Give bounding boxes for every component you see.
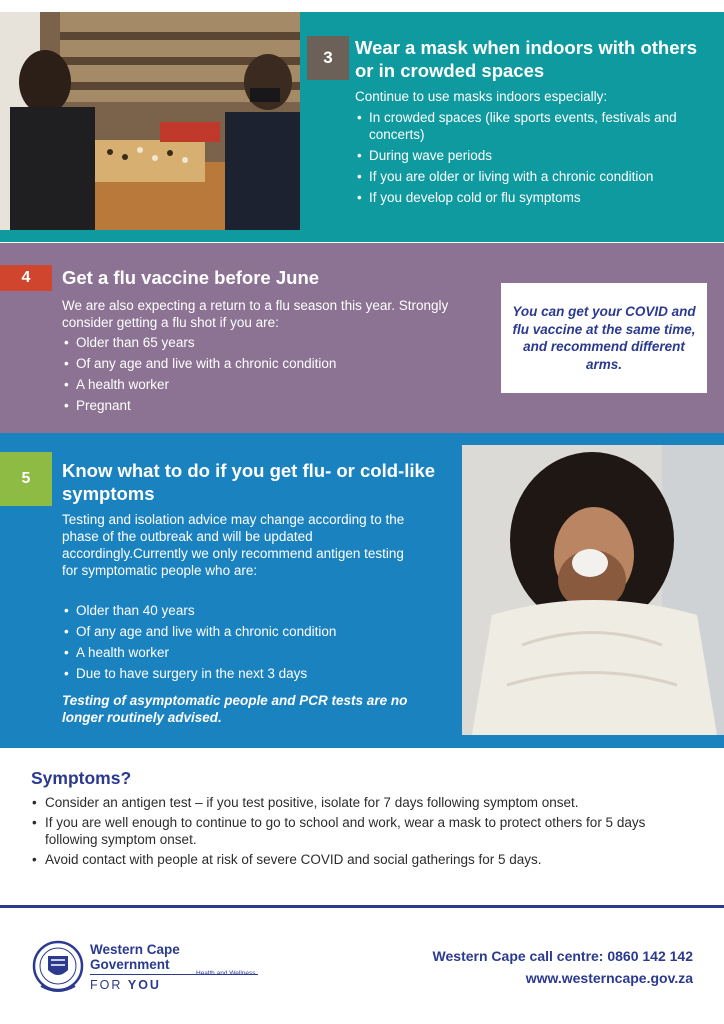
list-item: • If you develop cold or flu symptoms: [355, 189, 715, 206]
section-intro: We are also expecting a return to a flu season this year. Strongly consider getting a flu shot if you are:: [62, 298, 449, 330]
list-item: • A health worker: [62, 644, 452, 661]
bullet-list: [355, 109, 715, 210]
list-item: • If you are well enough to continue to go to school and work, wear a mask to protect others for 5 days following symptom onset.: [31, 814, 701, 848]
vaccine-callout-box: [501, 283, 707, 393]
step-number-badge: 3: [307, 36, 349, 80]
call-centre-number: Western Cape call centre: 0860 142 142: [432, 948, 693, 964]
section-note: Testing of asymptomatic people and PCR tests are no longer routinely advised.: [62, 693, 408, 725]
bullet-list: [62, 602, 452, 686]
list-item: • Due to have surgery in the next 3 days: [62, 665, 452, 682]
logo-text: [90, 942, 180, 972]
step-number-badge: 5: [0, 452, 52, 506]
symptoms-heading: Symptoms?: [31, 768, 132, 788]
section-intro: Continue to use masks indoors especially:: [355, 89, 608, 104]
list-item: • Pregnant: [62, 397, 482, 414]
section-intro: Testing and isolation advice may change according to the phase of the outbreak and will be updated accordingly.Currently we only recommend antigen testing for symptomatic people who are:: [62, 512, 405, 578]
photo-men-playing-chess: [0, 12, 300, 230]
logo-line2: Government: [90, 957, 170, 972]
callout-text: You can get your COVID and flu vaccine at the same time, and recommend different arms.: [512, 304, 696, 372]
photo-woman-sneezing: [462, 445, 724, 735]
western-cape-crest-icon: [31, 938, 85, 998]
list-item: • Older than 40 years: [62, 602, 452, 619]
section-wear-mask: [0, 0, 724, 243]
tagline-prefix: FOR: [90, 978, 123, 992]
logo-tagline: [90, 978, 161, 992]
tagline-bold: YOU: [127, 978, 161, 992]
list-item: • Older than 65 years: [62, 334, 482, 351]
website-link[interactable]: www.westerncape.gov.za: [525, 970, 693, 986]
logo-department: Health and Wellness: [196, 970, 256, 977]
logo-line1: Western Cape: [90, 942, 180, 957]
bullet-list: [62, 334, 482, 418]
list-item: • Of any age and live with a chronic condition: [62, 623, 452, 640]
section-title: Get a flu vaccine before June: [62, 267, 320, 288]
list-item: • Of any age and live with a chronic condition: [62, 355, 482, 372]
list-item: • Avoid contact with people at risk of severe COVID and social gatherings for 5 days.: [31, 851, 701, 868]
section-flu-vaccine: [0, 243, 724, 433]
list-item: • If you are older or living with a chronic condition: [355, 168, 715, 185]
list-item: • Consider an antigen test – if you test positive, isolate for 7 days following symptom onset.: [31, 794, 701, 811]
bullet-list: [31, 794, 701, 871]
section-title: Wear a mask when indoors with others or in crowded spaces: [355, 37, 697, 81]
list-item: • During wave periods: [355, 147, 715, 164]
step-number-badge: 4: [0, 265, 52, 291]
section-title: Know what to do if you get flu- or cold-like symptoms: [62, 460, 436, 504]
list-item: • A health worker: [62, 376, 482, 393]
footer: [0, 908, 724, 1024]
symptoms-section: [0, 748, 724, 906]
section-symptoms-guidance: [0, 433, 724, 748]
list-item: • In crowded spaces (like sports events, festivals and concerts): [355, 109, 715, 143]
